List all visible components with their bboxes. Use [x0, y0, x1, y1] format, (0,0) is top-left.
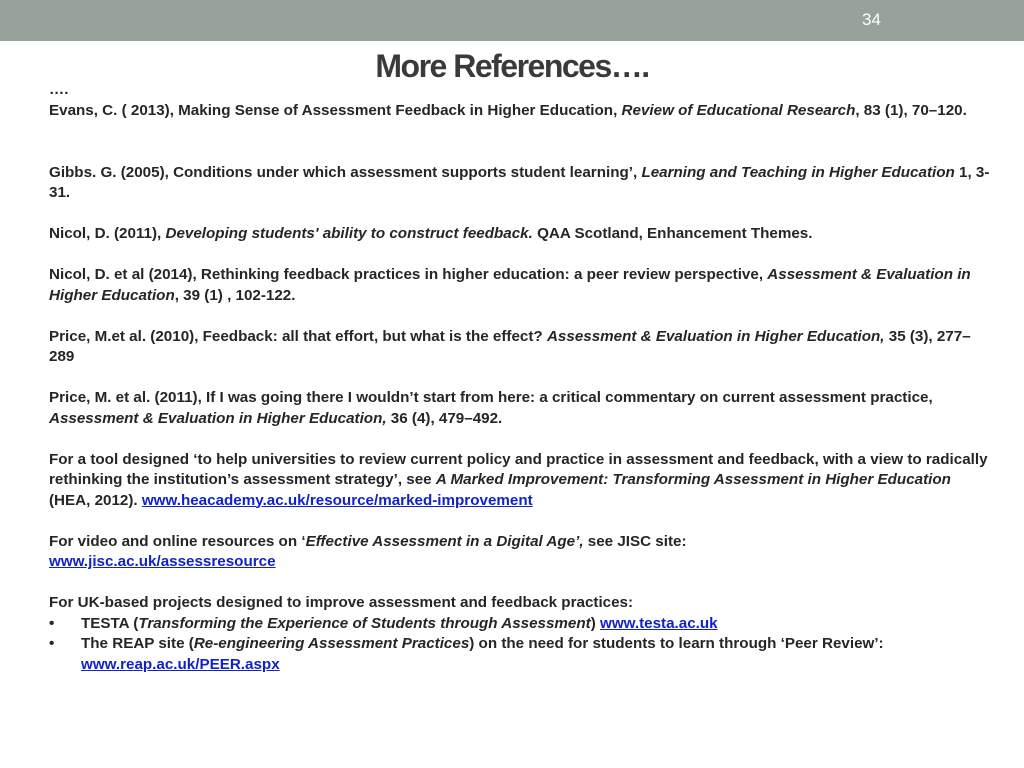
list-item-reap: • The REAP site (Re-engineering Assessment Practices) on the need for students to learn through ‘Peer Review’: www.reap.ac.uk/PEER.aspx [49, 634, 994, 675]
reference-evans: Evans, C. ( 2013), Making Sense of Assessment Feedback in Higher Education, Review of Educational Research, 83 (1), 70–120. [49, 102, 967, 119]
testa-link[interactable]: www.testa.ac.uk [600, 614, 718, 632]
reference-gibbs: Gibbs. G. (2005), Conditions under which assessment supports student learning’, Learning and Teaching in Higher Education 1, 3-31. [49, 163, 990, 201]
jisc-link[interactable]: www.jisc.ac.uk/assessresource [49, 553, 276, 570]
reference-nicol-2014: Nicol, D. et al (2014), Rethinking feedback practices in higher education: a peer review perspective, Assessment & Evaluation in Higher Education, 39 (1) , 102-122. [49, 266, 971, 304]
reference-price-2010: Price, M.et al. (2010), Feedback: all that effort, but what is the effect? Assessment & Evaluation in Higher Education, 35 (3), 277–289 [49, 327, 971, 365]
uk-projects-intro: For UK-based projects designed to improve assessment and feedback practices: [49, 594, 634, 611]
leading-ellipsis: …. [49, 81, 69, 98]
bullet: • [49, 635, 55, 652]
page-number: 34 [862, 10, 881, 29]
references-list [49, 83, 994, 675]
hea-resource-note: For a tool designed ‘to help universities to review current policy and practice in assessment and feedback, with a view to radically rethinking the institution’s assessment strategy’, see A Marked Improvement: Transforming Assessment in Higher Education (HEA, 2012). www.heacademy.ac.uk/resource/marked-improvement [49, 450, 988, 509]
bullet: • [49, 614, 55, 632]
reference-price-2011: Price, M. et al. (2011), If I was going there I wouldn’t start from here: a critical commentary on current assessment practice, Assessment & Evaluation in Higher Education, 36 (4), 479–492. [49, 389, 933, 427]
jisc-resource-note: For video and online resources on ‘Effective Assessment in a Digital Age’, see JISC site: www.jisc.ac.uk/assessresource [49, 532, 687, 570]
reference-nicol-2011: Nicol, D. (2011), Developing students' ability to construct feedback. QAA Scotland, Enhancement Themes. [49, 225, 813, 242]
reap-link[interactable]: www.reap.ac.uk/PEER.aspx [81, 655, 280, 673]
slide-title: More References…. [375, 48, 649, 84]
list-item-testa: • TESTA (Transforming the Experience of Students through Assessment) www.testa.ac.uk [49, 614, 994, 635]
hea-link[interactable]: www.heacademy.ac.uk/resource/marked-improvement [141, 491, 533, 509]
top-bar [0, 0, 1024, 41]
